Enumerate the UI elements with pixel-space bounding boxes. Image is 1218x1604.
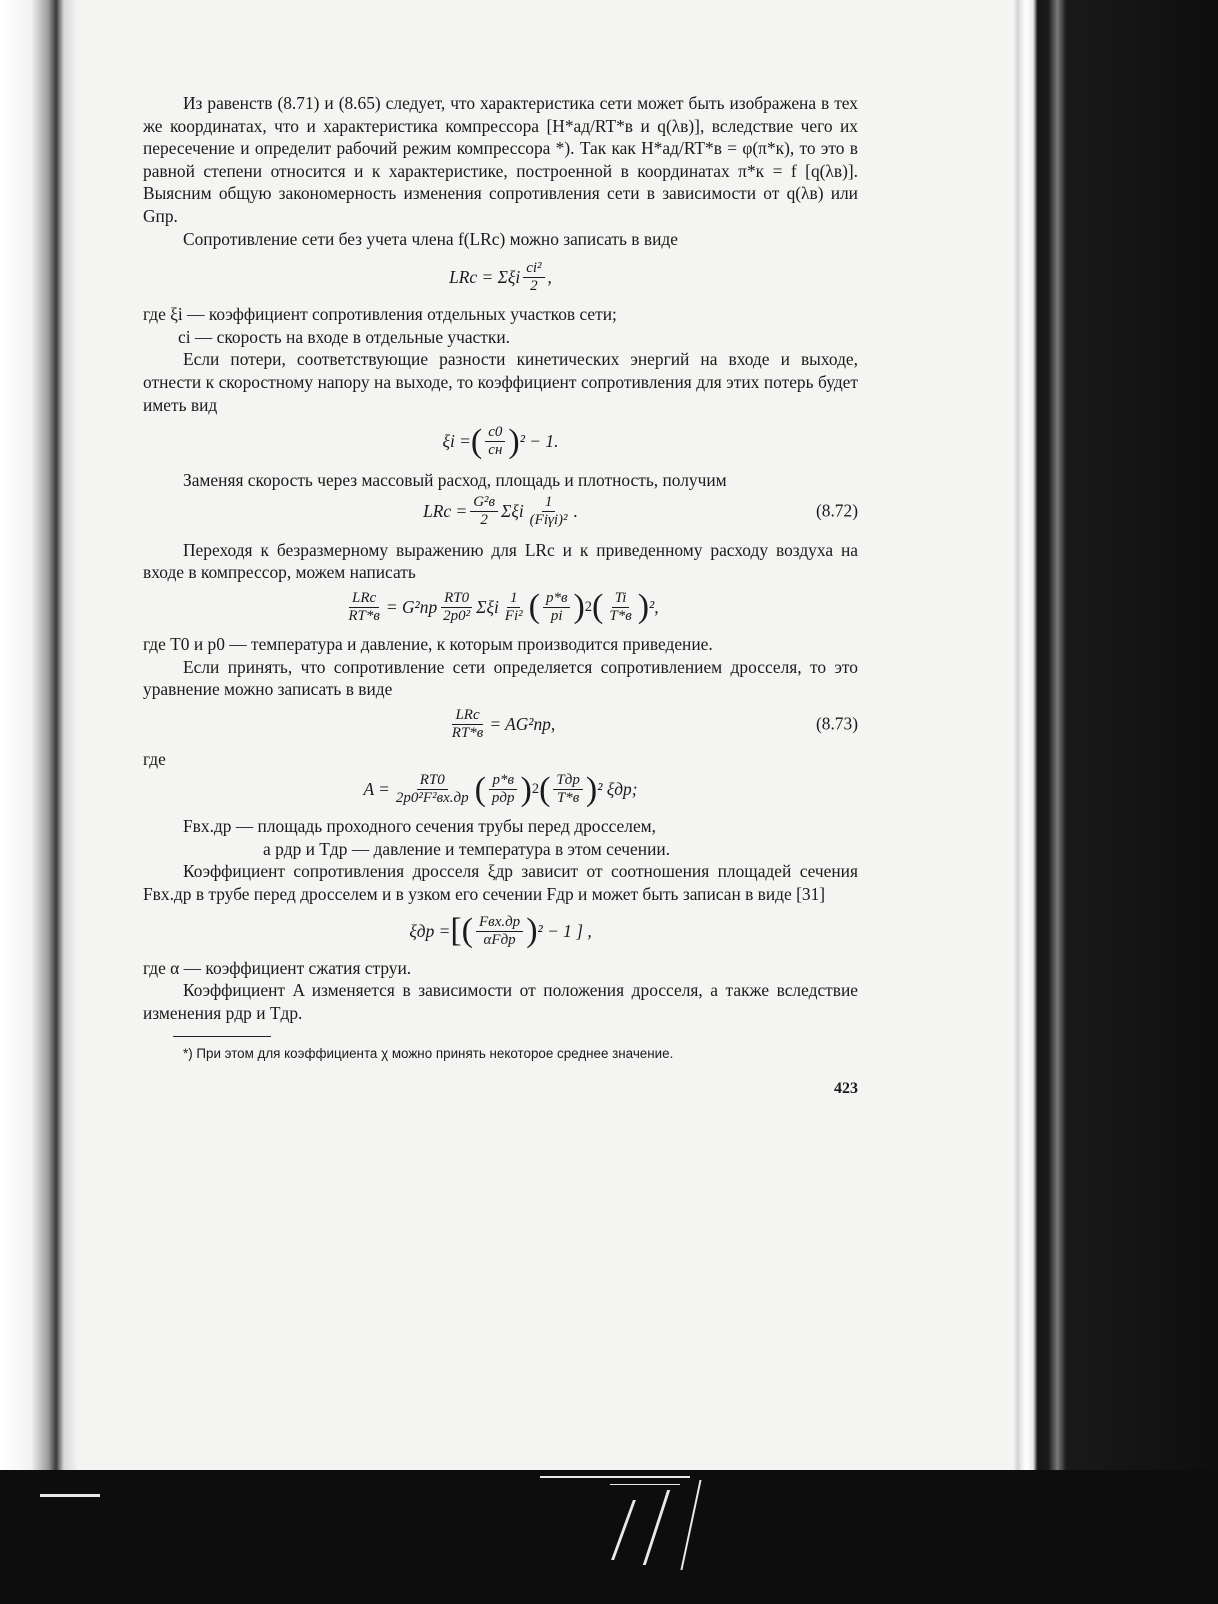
footnote: *) При этом для коэффициента χ можно принять некоторое среднее значение.: [183, 1046, 674, 1062]
equation-1-fraction: $\frac{\text{ci²}}{2}$: [523, 260, 544, 295]
paragraph-mass-flow: Заменяя скорость через массовый расход, площадь и плотность, получим: [183, 470, 727, 491]
paragraph-losses: Если потери, соответствующие разности кинетических энергий на входе и выходе, отнести к скоростному напору на выходе, то коэффициент сопротивления для этих потерь будет иметь вид: [143, 349, 858, 415]
scan-right-edge: [998, 0, 1218, 1470]
equation-number: (8.72): [815, 500, 858, 521]
page-text: [143, 92, 858, 1101]
page-number: 423: [834, 1080, 858, 1098]
paragraph-where-xi: где ξi — коэффициент сопротивления отдельных участков сети;: [143, 304, 617, 325]
equation-dimensionless: $\frac{\text{LRc}}{RT*в}$ = G²пр $\frac{RT0}{\text{2p0²}}$ Σξi $\frac{1}{\text{Fi²}}$ ( $\frac{p*в}{pi}$ ) 2 ( $\frac{Ti}{T*в}$ ) ²,: [348, 588, 659, 626]
paragraph-dimensionless: Переходя к безразмерному выражению для LRc и к приведенному расходу воздуха на входе в компрессор, можем написать: [143, 539, 858, 583]
paragraph-where: где: [143, 748, 166, 769]
paragraph-coefficient-a: Коэффициент A изменяется в зависимости от положения дросселя, а также вследствие изменения pдр и Tдр.: [143, 980, 858, 1023]
paragraph-intro: Из равенств (8.71) и (8.65) следует, что характеристика сети может быть изображена в тех же координатах, что и характеристика компрессора [H*ад/RT*в и q(λв)], вследствие чего их пересечение и определит рабочий режим компрессора *). Так как H*ад/RT*в = φ(π*к), то это в равной степени относится и к характеристике, построенной в координатах π*к = f [q(λв)]. Выясним общую закономерность изменения сопротивления сети в зависимости от q(λв) или Gпр.: [143, 93, 858, 226]
paragraph-p-t-throttle: a pдр и Tдр — давление и температура в этом сечении.: [263, 838, 671, 859]
equation-8-72: LRc = $\frac{\text{G²в}}{2}$ Σξi $\frac{1}{\text{(Fiγi)²}}$ . (8.72): [423, 493, 858, 528]
paragraph-f-inlet: Fвх.др — площадь проходного сечения трубы перед дросселем,: [183, 816, 657, 837]
equation-2: ξi = ( $\frac{c0}{cн}$ ) ² − 1.: [442, 422, 559, 460]
paragraph-alpha: где α — коэффициент сжатия струи.: [143, 957, 412, 978]
equation-number: (8.73): [815, 713, 858, 734]
paragraph-throttle: Если принять, что сопротивление сети определяется сопротивлением дросселя, то это уравнение можно записать в виде: [143, 656, 858, 700]
paragraph-where-t0: где T0 и p0 — температура и давление, к которым производится приведение.: [143, 633, 713, 654]
equation-coefficient-a: A = $\frac{RT0}{\text{2p0²F²вх.др}}$ ( $\frac{p*в}{\text{pдр}}$ ) 2 ( $\frac{\text{Tдр}}{T*в}$ ) ² ξдр;: [363, 770, 638, 808]
paragraph-resistance: Сопротивление сети без учета члена f(LRc) можно записать в виде: [183, 228, 678, 249]
scan-bottom-edge: [0, 1470, 1218, 1604]
equation-1: LRc = Σξi $\frac{\text{ci²}}{2}$ ,: [449, 260, 552, 295]
paragraph-where-ci: ci — скорость на входе в отдельные участки.: [178, 326, 510, 347]
footnote-rule: [173, 1036, 271, 1037]
paragraph-throttle-coefficient: Коэффициент сопротивления дросселя ξдр зависит от соотношения площадей сечения Fвх.др в трубе перед дросселем и в узком его сечении Fдр и может быть записан в виде [31]: [143, 861, 858, 905]
scan-left-edge: [0, 0, 78, 1470]
equation-xi-throttle: ξдр = [( $\frac{\text{Fвх.др}}{\text{αFдр}}$ ) ² − 1 ] ,: [409, 912, 592, 950]
equation-8-73: $\frac{\text{LRc}}{RT*в}$ = AG²пр, (8.73): [451, 706, 858, 741]
